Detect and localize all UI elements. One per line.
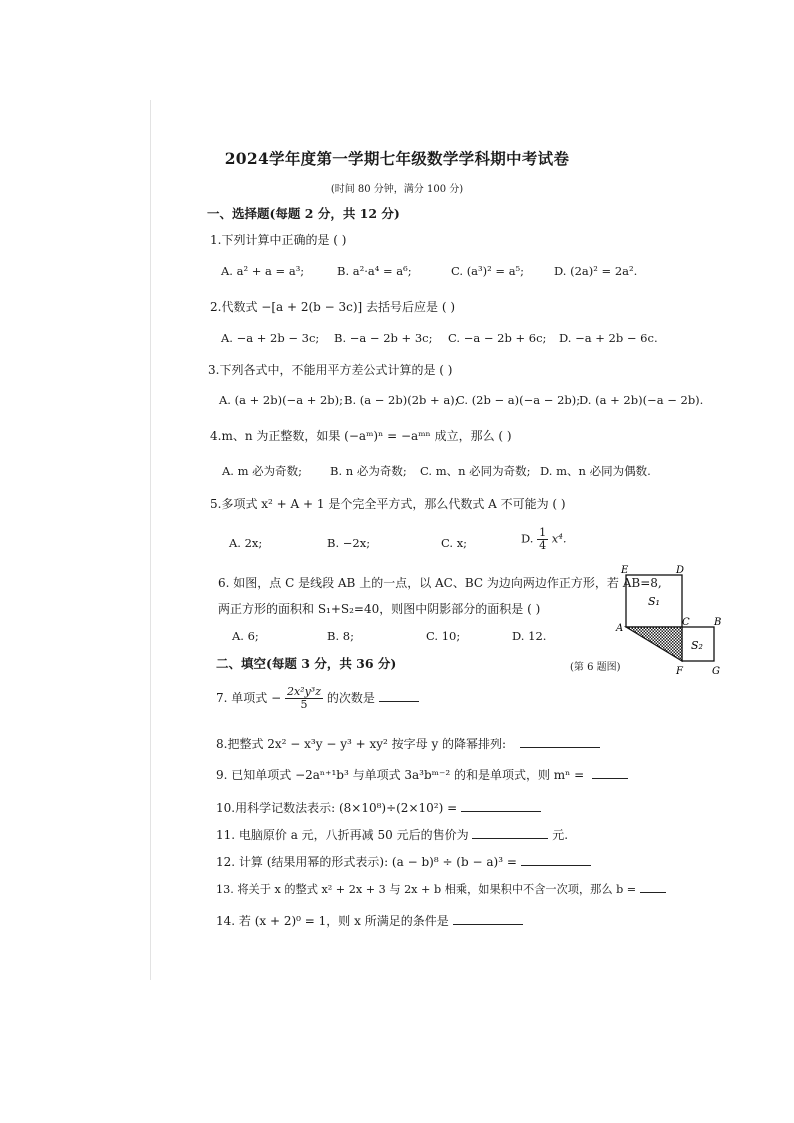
question-8-answer-blank[interactable]	[520, 735, 600, 748]
question-2-option-c: C. −a − 2b + 6c;	[448, 331, 547, 345]
section-heading-fill: 二、填空(每题 3 分，共 36 分)	[216, 656, 397, 671]
question-5-option-a: A. 2x;	[229, 536, 263, 550]
question-1-stem: 1.下列计算中正确的是 ( )	[210, 233, 347, 247]
fraction-denominator: 4	[539, 539, 547, 552]
option-d-tail: x⁴.	[551, 531, 567, 546]
question-4-option-b: B. n 必为奇数;	[330, 464, 407, 478]
section-heading-choice: 一、选择题(每题 2 分，共 12 分)	[207, 206, 400, 221]
question-11-text: 11. 电脑原价 a 元，八折再减 50 元后的售价为	[216, 828, 469, 842]
question-3-option-c: C. (2b − a)(−a − 2b);	[456, 393, 581, 407]
shaded-triangle	[626, 627, 682, 661]
question-14	[216, 912, 523, 929]
question-5-stem: 5.多项式 x² + A + 1 是个完全平方式，那么代数式 A 不可能为 ( )	[210, 497, 566, 511]
question-1-option-c: C. (a³)² = a⁵;	[451, 264, 525, 278]
question-5-option-c: C. x;	[441, 536, 468, 550]
question-9	[216, 766, 628, 783]
question-3-option-b: B. (a − 2b)(2b + a);	[344, 393, 459, 407]
question-12	[216, 853, 591, 870]
question-6-stem-line2: 两正方形的面积和 S₁+S₂=40，则图中阴影部分的面积是 ( )	[218, 602, 541, 616]
question-5-option-b: B. −2x;	[327, 536, 371, 550]
label-d: D	[676, 565, 685, 576]
question-6-option-d: D. 12.	[512, 629, 547, 643]
question-13	[216, 880, 666, 898]
question-1-option-a: A. a² + a = a³;	[221, 264, 305, 278]
question-6-stem-line1: 6. 如图，点 C 是线段 AB 上的一点，以 AC、BC 为边向两边作正方形，若 AB=8,	[218, 576, 662, 590]
question-1-option-d: D. (2a)² = 2a².	[554, 264, 638, 278]
question-10	[216, 799, 541, 816]
label-e: E	[621, 565, 629, 576]
question-12-text: 12. 计算 (结果用幂的形式表示): (a − b)⁸ ÷ (b − a)³ =	[216, 855, 517, 869]
label-b: B	[714, 617, 722, 628]
scan-edge	[150, 100, 151, 980]
question-4-option-d: D. m、n 必同为偶数.	[540, 464, 651, 478]
question-7	[216, 686, 419, 711]
question-10-answer-blank[interactable]	[461, 799, 541, 812]
question-2-option-b: B. −a − 2b + 3c;	[334, 331, 433, 345]
question-2-stem: 2.代数式 −[a + 2(b − 3c)] 去括号后应是 ( )	[210, 300, 456, 314]
question-2-option-d: D. −a + 2b − 6c.	[559, 331, 658, 345]
question-3-stem: 3.下列各式中，不能用平方差公式计算的是 ( )	[208, 363, 453, 377]
question-2-option-a: A. −a + 2b − 3c;	[221, 331, 320, 345]
question-3-option-d: D. (a + 2b)(−a − 2b).	[579, 393, 704, 407]
question-13-text: 13. 将关于 x 的整式 x² + 2x + 3 与 2x + b 相乘，如果积中不含一次项，那么 b =	[216, 883, 637, 896]
question-11-tail: 元.	[552, 828, 569, 842]
question-7-prefix: 7. 单项式 −	[216, 691, 282, 705]
question-8	[216, 735, 600, 752]
question-4-stem: 4.m、n 为正整数，如果 (−aᵐ)ⁿ = −aᵐⁿ 成立，那么 ( )	[210, 429, 512, 443]
label-f: F	[676, 666, 683, 677]
label-s2: S₂	[691, 639, 703, 652]
question-7-fraction	[285, 686, 323, 711]
question-4-option-a: A. m 必为奇数;	[222, 464, 303, 478]
question-11-answer-blank[interactable]	[472, 826, 548, 839]
question-9-answer-blank[interactable]	[592, 766, 628, 779]
question-3-option-a: A. (a + 2b)(−a + 2b);	[219, 393, 344, 407]
question-10-text: 10.用科学记数法表示: (8×10⁸)÷(2×10²) =	[216, 801, 458, 815]
question-6-option-c: C. 10;	[426, 629, 461, 643]
question-7-denominator: 5	[300, 698, 308, 711]
question-4-option-c: C. m、n 必同为奇数;	[420, 464, 531, 478]
question-7-numerator: 2x²y³z	[286, 685, 321, 698]
label-a: A	[616, 623, 624, 634]
question-13-answer-blank[interactable]	[640, 880, 666, 893]
question-6-option-a: A. 6;	[232, 629, 259, 643]
label-c: C	[682, 617, 690, 628]
exam-title: 2024学年度第一学期七年级数学学科期中考试卷	[224, 149, 570, 168]
geometry-figure	[612, 563, 732, 683]
option-d-fraction	[537, 527, 548, 552]
label-s1: S₁	[648, 595, 660, 608]
question-5-option-d	[521, 527, 567, 552]
question-9-text: 9. 已知单项式 −2aⁿ⁺¹b³ 与单项式 3a³bᵐ⁻² 的和是单项式，则 mⁿ =	[216, 768, 585, 782]
fraction-numerator: 1	[539, 526, 547, 539]
question-11	[216, 826, 568, 843]
question-8-text: 8.把整式 2x² − x³y − y³ + xy² 按字母 y 的降幂排列:	[216, 737, 507, 751]
question-1-option-b: B. a²·a⁴ = a⁶;	[337, 264, 412, 278]
figure-caption: (第 6 题图)	[570, 662, 621, 673]
label-g: G	[712, 666, 720, 677]
question-14-text: 14. 若 (x + 2)⁰ = 1，则 x 所满足的条件是	[216, 914, 449, 928]
option-d-label: D.	[521, 531, 534, 546]
question-14-answer-blank[interactable]	[453, 912, 523, 925]
question-7-suffix: 的次数是	[326, 691, 375, 705]
question-12-answer-blank[interactable]	[521, 853, 591, 866]
exam-subtitle: (时间 80 分钟，满分 100 分)	[330, 184, 464, 195]
question-7-answer-blank[interactable]	[379, 689, 419, 702]
question-6-option-b: B. 8;	[327, 629, 354, 643]
